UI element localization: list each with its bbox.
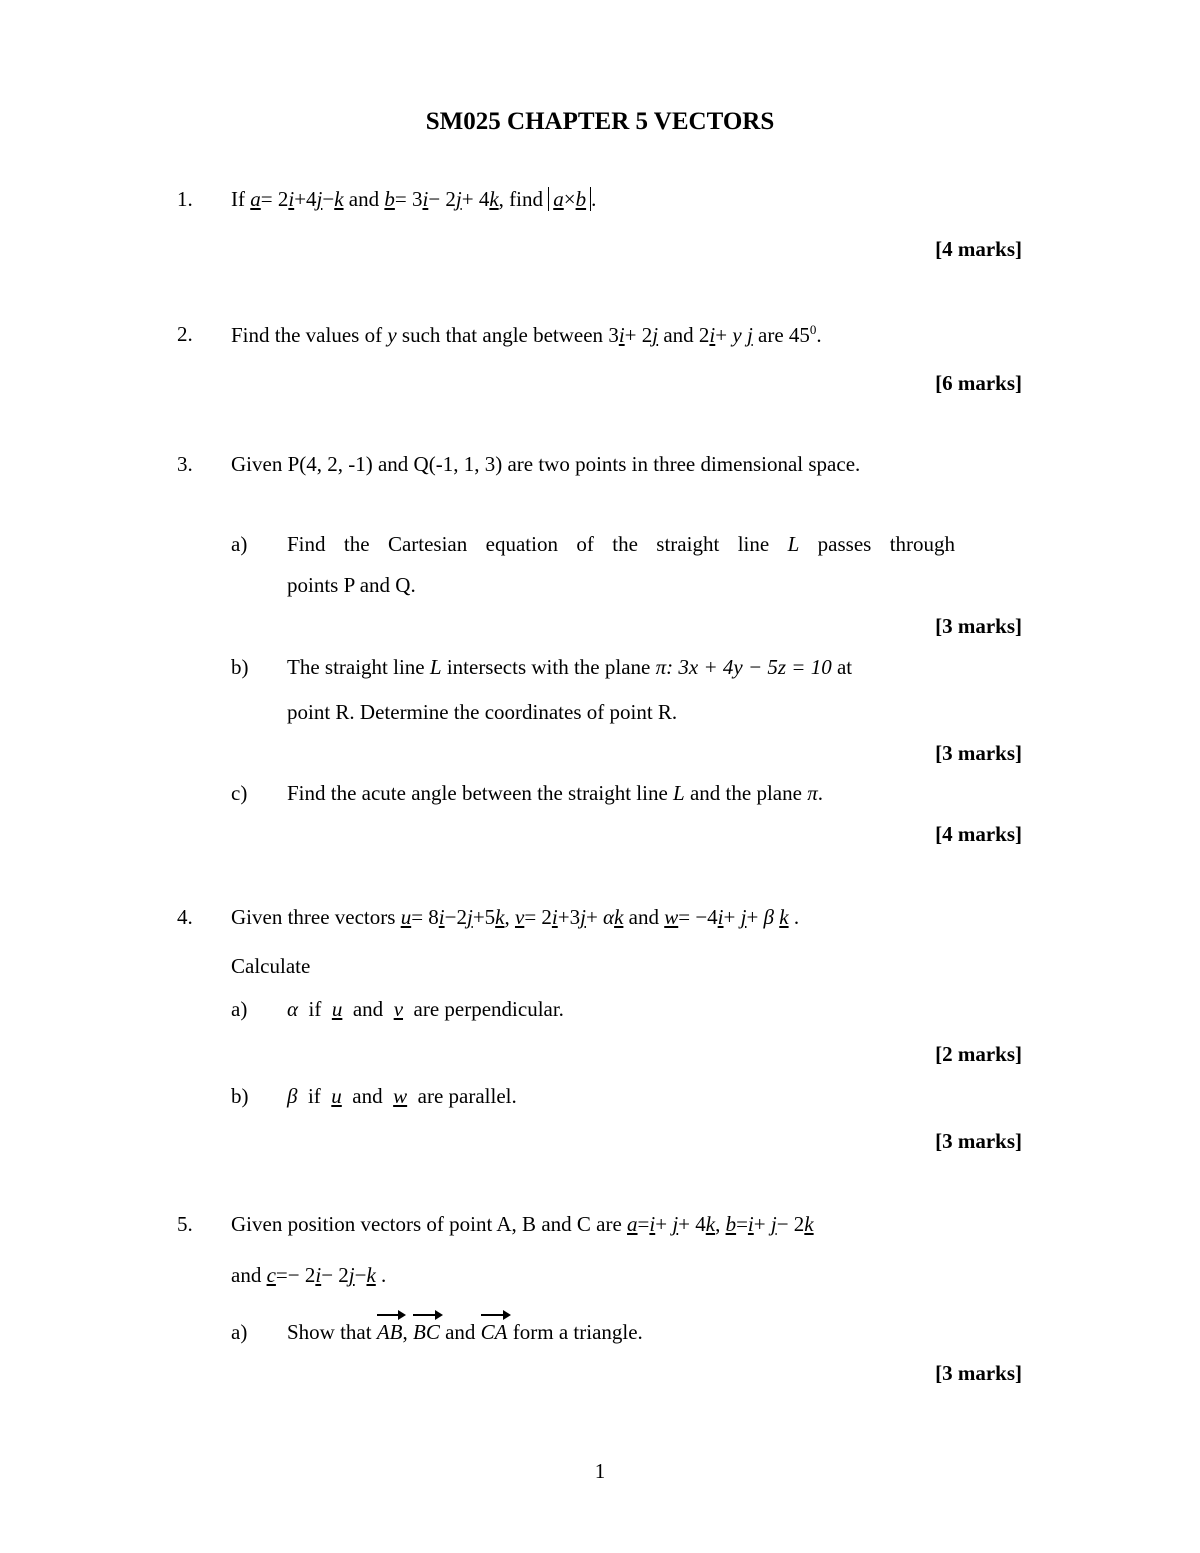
question-text: Given position vectors of point A, B and C are a=i+ j+ 4k, b=i+ j− 2k [231,1212,814,1236]
vector-bc: BC [413,1320,440,1345]
question-text: Calculate [231,954,311,978]
part-label: b) [231,655,249,679]
part-text: points P and Q. [287,573,416,597]
question-text: Given P(4, 2, -1) and Q(-1, 1, 3) are two points in three dimensional space. [231,452,861,476]
marks-label: [6 marks] [935,371,1022,395]
question-text: Given three vectors u= 8i−2j+5k, v= 2i+3j+ αk and w= −4i+ j+ β k . [231,905,800,929]
marks-label: [3 marks] [935,614,1022,638]
part-text: Show that AB, BC and CA form a triangle. [287,1320,643,1345]
marks-label: [3 marks] [935,1129,1022,1153]
vector-ca: CA [481,1320,508,1345]
part-text: Find the acute angle between the straight line L and the plane π. [287,781,823,805]
question-number: 4. [177,905,193,929]
question-number: 2. [177,322,193,346]
question-number: 1. [177,187,193,211]
question-number: 5. [177,1212,193,1236]
part-text: point R. Determine the coordinates of point R. [287,700,678,724]
marks-label: [3 marks] [935,1361,1022,1385]
part-text: The straight line L intersects with the plane π: 3x + 4y − 5z = 10 at [287,655,853,679]
vector-ab: AB [377,1320,403,1345]
question-text: Find the values of y such that angle between 3i+ 2j and 2i+ y j are $45^0$. [231,322,822,347]
marks-label: [2 marks] [935,1042,1022,1066]
question-text: If a= 2i+4j−k and b= 3i− 2j+ 4k, find a×b . [231,187,597,211]
page-number: 1 [594,1459,606,1483]
part-label: a) [231,997,248,1021]
question-number: 3. [177,452,193,476]
part-text: β if u and w are parallel. [287,1084,517,1108]
magnitude-expression: a×b [548,187,591,211]
question-text: and c=− 2i− 2j−k . [231,1263,387,1287]
part-label: a) [231,1320,248,1344]
marks-label: [3 marks] [935,741,1022,765]
part-label: b) [231,1084,249,1108]
document-title: SM025 CHAPTER 5 VECTORS [425,108,775,135]
marks-label: [4 marks] [935,822,1022,846]
part-label: c) [231,781,248,805]
part-label: a) [231,532,248,556]
marks-label: [4 marks] [935,237,1022,261]
part-text: α if u and v are perpendicular. [287,997,564,1021]
part-text: Find the Cartesian equation of the straight line L passes through [287,532,956,556]
